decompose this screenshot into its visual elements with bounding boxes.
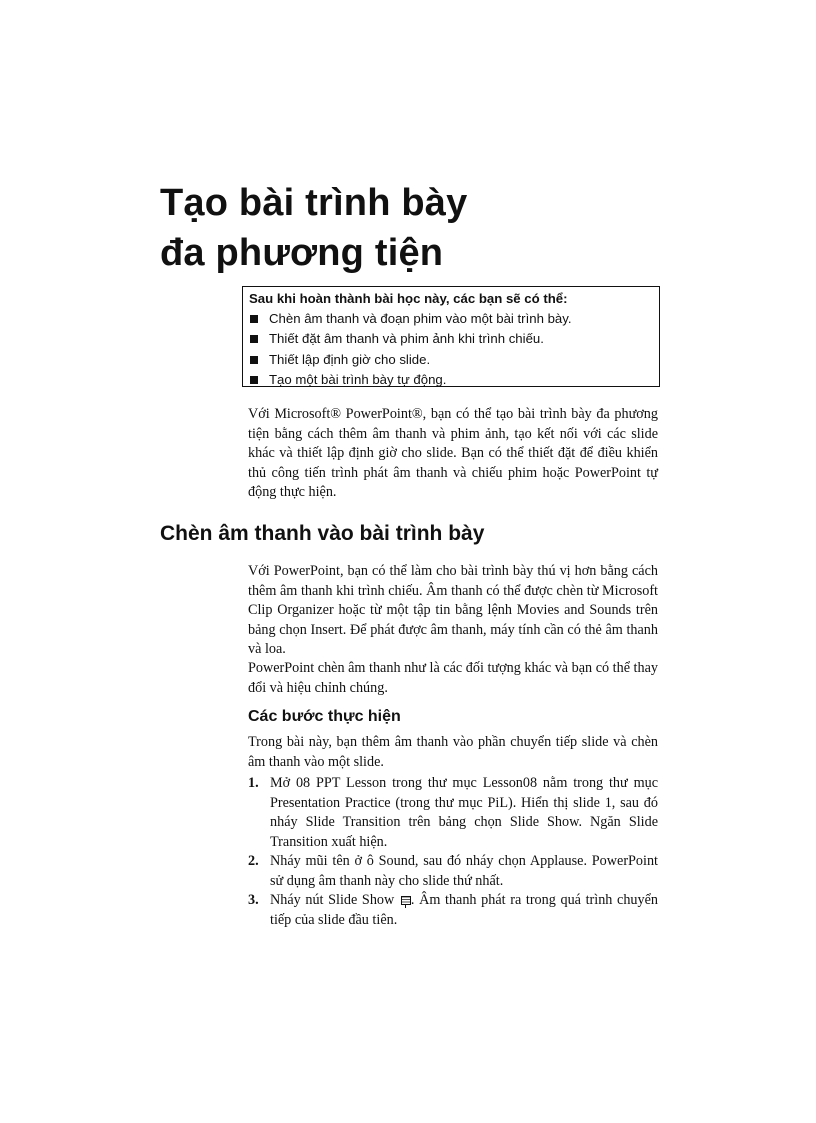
step-text: Mở 08 PPT Lesson trong thư mục Lesson08 nằm trong thư mục Presentation Practice (trong thư mục PiL). Hiển thị slide 1, sau đó nháy Slide Transition trên bảng chọn Slide Show. Ngăn Slide Transition xuất hiện. xyxy=(270,775,658,850)
square-bullet-icon xyxy=(250,315,258,323)
intro-paragraph: Với Microsoft® PowerPoint®, bạn có thể tạo bài trình bày đa phương tiện bằng cách thêm âm thanh và phim ảnh, tạo kết nối với các slide khác và thiết lập định giờ cho slide. Bạn có thể thiết đặt để điều khiển thủ công tiến trình phát âm thanh và chiếu phim hoặc PowerPoint tự động thực hiện. xyxy=(248,406,658,500)
objectives-box xyxy=(242,286,660,387)
objective-text: Tạo một bài trình bày tự động. xyxy=(269,371,447,387)
step-number: 2. xyxy=(248,853,259,869)
step-text-after-icon: . Âm thanh phát ra trong quá trình chuyển tiếp của slide đầu tiên. xyxy=(270,892,658,928)
step-number: 3. xyxy=(248,892,259,908)
page-title-line-1: Tạo bài trình bày xyxy=(160,182,468,224)
step-item xyxy=(248,774,658,852)
objective-item xyxy=(249,350,659,370)
step-text: Nháy mũi tên ở ô Sound, sau đó nháy chọn Applause. PowerPoint sử dụng âm thanh này cho slide thứ nhất. xyxy=(270,853,658,889)
objective-text: Thiết đặt âm thanh và phim ảnh khi trình chiếu. xyxy=(269,331,544,347)
step-text-before-icon: Nháy nút Slide Show xyxy=(270,892,395,908)
page-title-line-2: đa phương tiện xyxy=(160,232,444,274)
section-paragraph-1: Với PowerPoint, bạn có thể làm cho bài trình bày thú vị hơn bằng cách thêm âm thanh khi trình chiếu. Âm thanh có thể được chèn từ Microsoft Clip Organizer hoặc từ một tập tin bằng lệnh Movies and Sounds trên bảng chọn Insert. Để phát được âm thanh, máy tính cần có thẻ âm thanh và loa. xyxy=(248,563,658,657)
objective-item xyxy=(249,370,659,390)
page-title xyxy=(160,178,467,278)
square-bullet-icon xyxy=(250,376,258,384)
section-paragraph-2: PowerPoint chèn âm thanh như là các đối tượng khác và bạn có thể thay đổi và hiệu chỉnh chúng. xyxy=(248,660,658,696)
objective-text: Thiết lập định giờ cho slide. xyxy=(269,351,431,367)
square-bullet-icon xyxy=(250,356,258,364)
step-number: 1. xyxy=(248,775,259,791)
slide-show-icon xyxy=(401,896,411,905)
objectives-heading: Sau khi hoàn thành bài học này, các bạn sẽ có thể: xyxy=(249,291,568,306)
objectives-list xyxy=(249,309,659,390)
square-bullet-icon xyxy=(250,335,258,343)
steps-heading: Các bước thực hiện xyxy=(248,708,401,725)
step-item xyxy=(248,852,658,891)
section-heading: Chèn âm thanh vào bài trình bày xyxy=(160,522,485,545)
objective-item xyxy=(249,309,659,329)
step-item xyxy=(248,891,658,930)
steps-intro: Trong bài này, bạn thêm âm thanh vào phần chuyển tiếp slide và chèn âm thanh vào một slide. xyxy=(248,734,658,770)
objective-text: Chèn âm thanh và đoạn phim vào một bài trình bày. xyxy=(269,311,572,326)
steps-list xyxy=(248,774,658,930)
objective-item xyxy=(249,329,659,349)
